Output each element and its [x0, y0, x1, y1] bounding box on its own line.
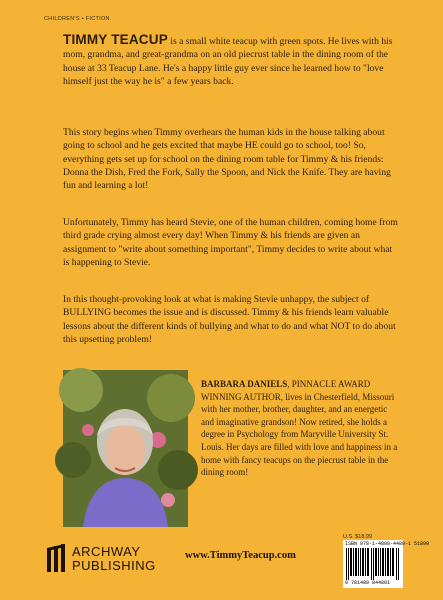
paragraph-story: This story begins when Timmy overhears the human kids in the house talking about going to school and he gets excited that maybe HE could go to school, too! So, everything gets set up for school on the dining room table for Timmy & his friends: Donna the Dish, Fred the Fork, Sally the Spoon, and Nick the Knife. They are having fun and learning a lot! — [63, 127, 391, 192]
author-name: BARBARA DANIELS — [201, 379, 288, 389]
author-bio — [201, 378, 401, 479]
publisher-logo — [46, 544, 186, 574]
isbn-text: ISBN 978-1-4808-4480-1 51899 — [345, 541, 430, 547]
barcode-block — [343, 540, 430, 588]
paragraph-intro — [63, 33, 400, 88]
archway-icon — [46, 544, 68, 572]
paragraph-intro-text: is a small white teacup with green spots. He lives with his mom, grandma, and great-grandma on an old piecrust table in the dining room of the house at 33 Teacup Lane. He's a happy little guy ever since he learned how to "love himself just the way he is" a few years back. — [63, 36, 393, 87]
publisher-name-line1: ARCHWAY — [72, 544, 141, 559]
book-title: TIMMY TEACUP — [63, 32, 168, 47]
barcode-icon — [346, 548, 400, 580]
price-label: U.S. $18.99 — [343, 534, 373, 540]
paragraph-problem: Unfortunately, Timmy has heard Stevie, one of the human children, coming home from third grade crying almost every day! When Timmy & his friends are given an assignment to "write about something important", Timmy decides to write about what is happening to Stevie. — [63, 217, 398, 268]
barcode-number: 9 781480 844801 — [345, 580, 391, 586]
author-photo — [63, 370, 188, 527]
category-label: CHILDREN'S • FICTION — [44, 16, 110, 22]
paragraph-theme: In this thought-provoking look at what is making Stevie unhappy, the subject of BULLYING becomes the issue and is discussed. Timmy & his friends learn valuable lessons about the different kinds of bullying and what to do and what NOT to do about this upsetting problem! — [63, 294, 396, 345]
publisher-name-line2: PUBLISHING — [72, 558, 156, 573]
author-bio-text: , PINNACLE AWARD WINNING AUTHOR, lives in Chesterfield, Missouri with her mother, brother, daughter, and an energetic and imaginative grandson! Now retired, she holds a degree in Psychology from Maryville University St. Louis. Her days are filled with love and happiness in a home with fancy teacups on the piecrust table in the dining room! — [201, 379, 398, 478]
website-link[interactable]: www.TimmyTeacup.com — [185, 550, 296, 561]
